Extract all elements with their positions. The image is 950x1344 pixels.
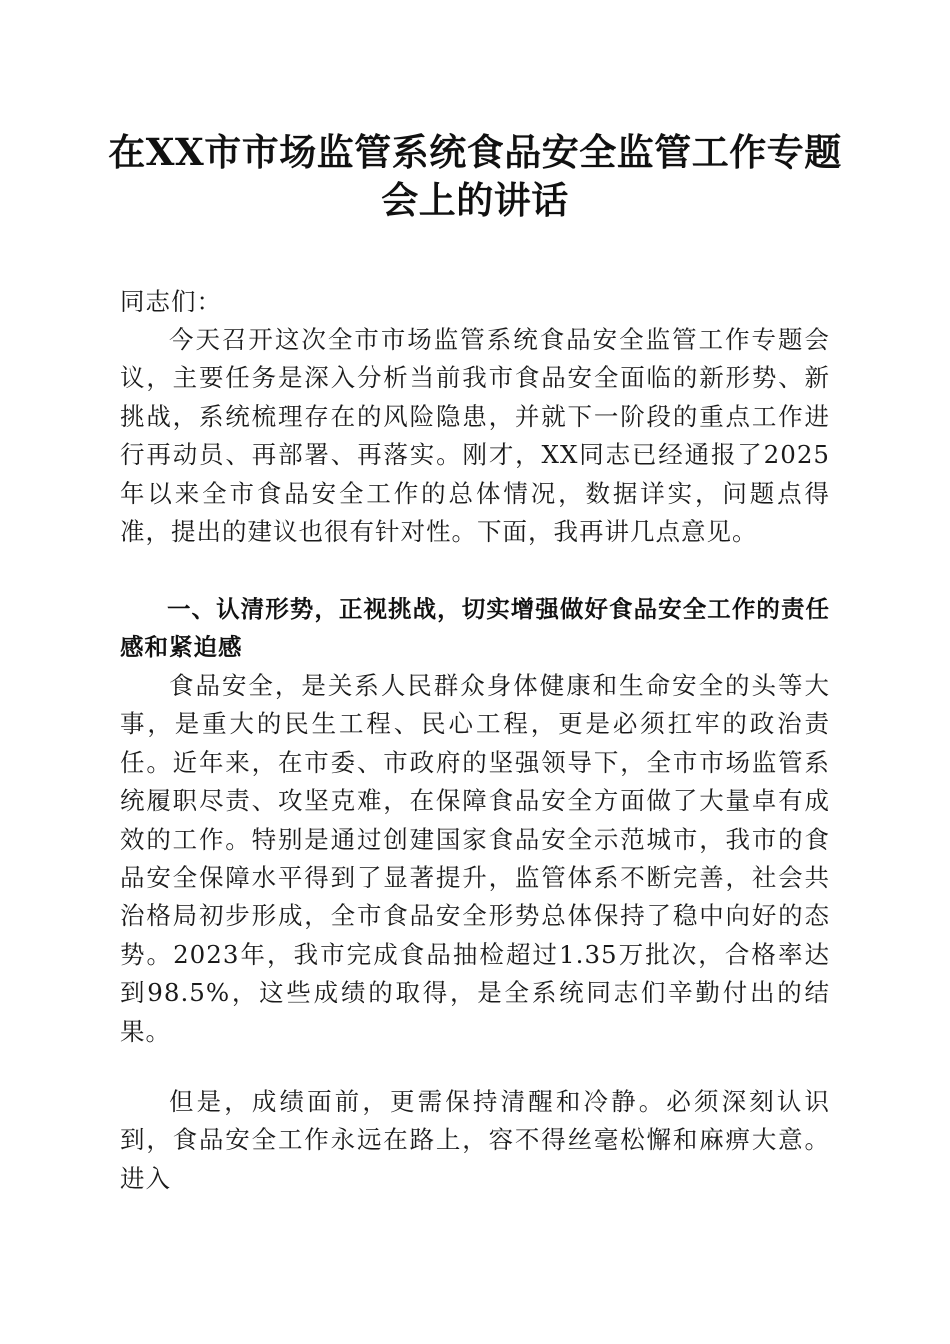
- paragraph-opening: [120, 321, 830, 551]
- title-line-1: 在XX市市场监管系统食品安全监管工作专题: [108, 130, 842, 174]
- paragraph-achievements: [120, 667, 830, 1051]
- salutation: 同志们：: [120, 287, 222, 316]
- section-heading-1: [120, 590, 830, 667]
- paragraph-text: 食品安全，是关系人民群众身体健康和生命安全的头等大事，是重大的民生工程、民心工程，更是必须扛牢的政治责任。近年来，在市委、市政府的坚强领导下，全市市场监管系统履职尽责、攻坚克难，在保障食品安全方面做了大量卓有成效的工作。特别是通过创建国家食品安全示范城市，我市的食品安全保障水平得到了显著提升，监管体系不断完善，社会共治格局初步形成，全市食品安全形势总体保持了稳中向好的态势。2023年，我市完成食品抽检超过1.35万批次，合格率达到98.5%，这些成绩的取得，是全系统同志们辛勤付出的结果。: [120, 671, 830, 1046]
- document-title: [100, 128, 850, 224]
- paragraph-text: 但是，成绩面前，更需保持清醒和冷静。必须深刻认识到，食品安全工作永远在路上，容不得丝毫松懈和麻痹大意。进入: [120, 1087, 830, 1193]
- paragraph-challenges: [120, 1083, 830, 1198]
- paragraph-text: 今天召开这次全市市场监管系统食品安全监管工作专题会议，主要任务是深入分析当前我市食品安全面临的新形势、新挑战，系统梳理存在的风险隐患，并就下一阶段的重点工作进行再动员、再部署、再落实。刚才，XX同志已经通报了2025年以来全市食品安全工作的总体情况，数据详实，问题点得准，提出的建议也很有针对性。下面，我再讲几点意见。: [120, 325, 830, 547]
- title-line-2: 会上的讲话: [381, 178, 569, 222]
- section-heading-text: 一、认清形势，正视挑战，切实增强做好食品安全工作的责任感和紧迫感: [120, 595, 830, 662]
